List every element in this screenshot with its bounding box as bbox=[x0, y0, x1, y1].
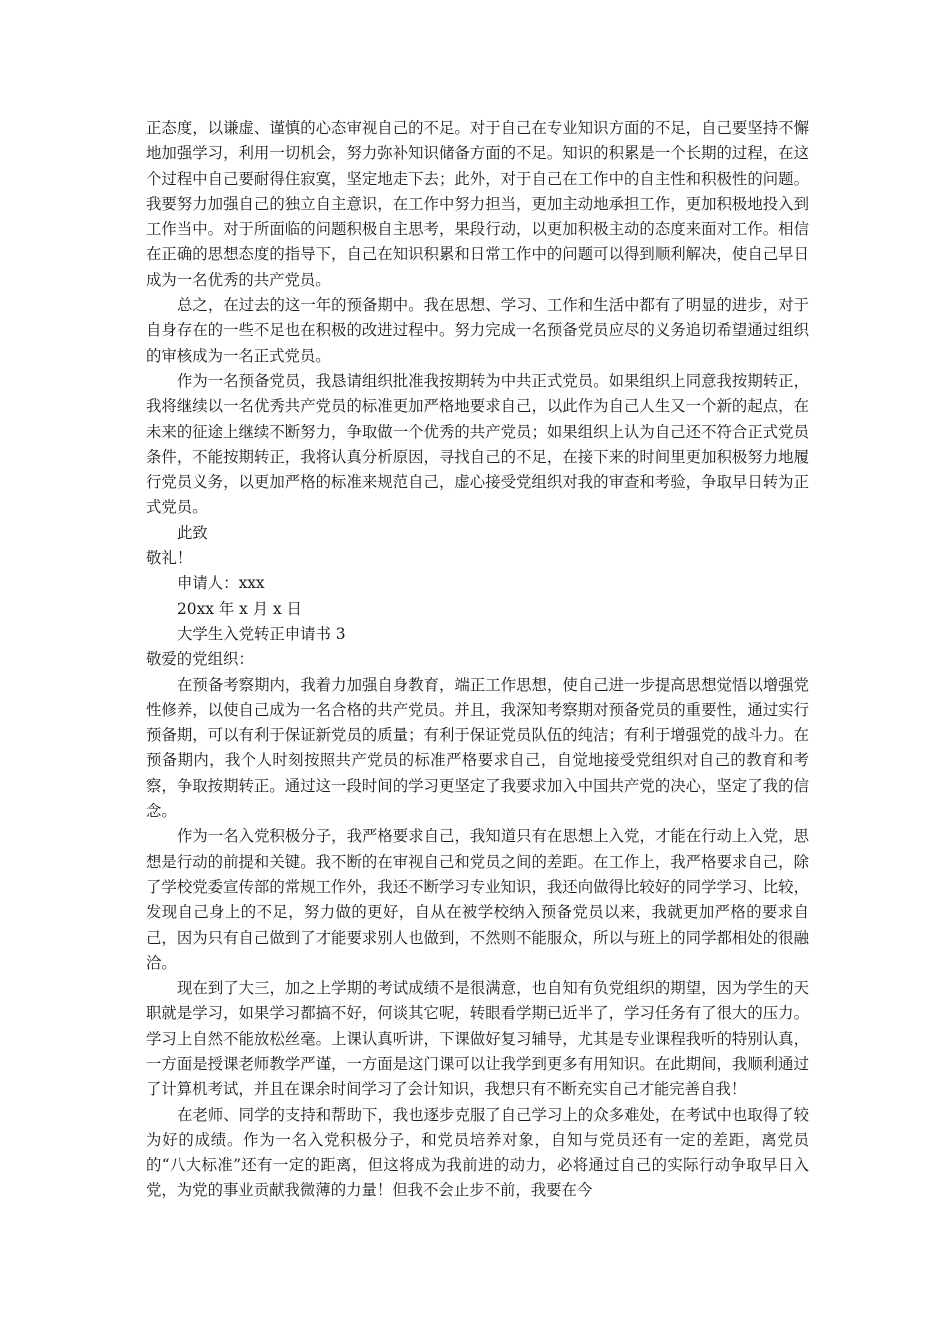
text-line: 此致 bbox=[177, 523, 208, 542]
paragraph: 作为一名入党积极分子，我严格要求自己，我知道只有在思想上入党，才能在行动上入党，思想是行动的前提和关键。我不断的在审视自己和党员之间的差距。在工作上，我严格要求自己，除了学校党委宣传部的常规工作外，我还不断学习专业知识，我还向做得比较好的同学学习、比较，发现自己身上的不足，努力做的更好，自从在被学校纳入预备党员以来，我就更加严格的要求自己，因为只有自己做到了才能要求别人也做到，不然则不能服众，所以与班上的同学都相处的很融洽。 bbox=[146, 827, 809, 972]
paragraph: 作为一名预备党员，我恳请组织批准我按期转为中共正式党员。如果组织上同意我按期转正，我将继续以一名优秀共产党员的标准更加严格地要求自己，以此作为自己人生又一个新的起点，在未来的征途上继续不断努力，争取做一个优秀的共产党员；如果组织上认为自己还不符合正式党员条件，不能按期转正，我将认真分析原因，寻找自己的不足，在接下来的时间里更加积极努力地履行党员义务，以更加严格的标准来规范自己，虚心接受党组织对我的审查和考验，争取早日转为正式党员。 bbox=[146, 371, 809, 517]
text-line: 申请人：xxx bbox=[177, 574, 265, 593]
paragraph: 在老师、同学的支持和帮助下，我也逐步克服了自己学习上的众多难处，在考试中也取得了较为好的成绩。作为一名入党积极分子，和党员培养对象，自知与党员还有一定的差距，离党员的“八大标准”还有一定的距离，但这将成为我前进的动力，必将通过自己的实际行动争取早日入党，为党的事业贡献我微薄的力量！但我不会止步不前，我要在今 bbox=[146, 1105, 809, 1200]
text-line: 20xx 年 x 月 x 日 bbox=[177, 599, 302, 618]
paragraph: 在预备考察期内，我着力加强自身教育，端正工作思想，使自己进一步提高思想觉悟以增强党性修养，以使自己成为一名合格的共产党员。并且，我深知考察期对预备党员的重要性，通过实行预备期，可以有利于保证新党员的质量；有利于保证党员队伍的纯洁；有利于增强党的战斗力。在预备期内，我个人时刻按照共产党员的标准严格要求自己，自觉地接受党组织对自己的教育和考察，争取按期转正。通过这一段时间的学习更坚定了我要求加入中国共产党的决心，坚定了我的信念。 bbox=[146, 675, 809, 821]
paragraph: 正态度，以谦虚、谨慎的心态审视自己的不足。对于自己在专业知识方面的不足，自己要坚持不懈地加强学习，利用一切机会，努力弥补知识储备方面的不足。知识的积累是一个长期的过程，在这个过程中自己要耐得住寂寞，坚定地走下去；此外，对于自己在工作中的自主性和积极性的问题。我要努力加强自己的独立自主意识，在工作中努力担当，更加主动地承担工作，更加积极地投入到工作当中。对于所面临的问题积极自主思考，果段行动，以更加积极主动的态度来面对工作。相信在正确的思想态度的指导下，自己在知识积累和日常工作中的问题可以得到顺利解决，使自己早日成为一名优秀的共产党员。 bbox=[146, 119, 809, 289]
paragraph: 现在到了大三，加之上学期的考试成绩不是很满意，也自知有负党组织的期望，因为学生的天职就是学习，如果学习都搞不好，何谈其它呢，转眼看学期已近半了，学习任务有了很大的压力。学习上自然不能放松丝毫。上课认真听讲，下课做好复习辅导，尤其是专业课程我听的特别认真，一方面是授课老师教学严谨，一方面是这门课可以让我学到更多有用知识。在此期间，我顺利通过了计算机考试，并且在课余时间学习了会计知识，我想只有不断充实自己才能完善自我！ bbox=[146, 979, 809, 1099]
text-line: 敬爱的党组织： bbox=[146, 650, 254, 669]
text-line: 大学生入党转正申请书 3 bbox=[177, 624, 346, 643]
document-body bbox=[146, 116, 809, 1204]
paragraph: 总之，在过去的这一年的预备期中。我在思想、学习、工作和生活中都有了明显的进步，对于自身存在的一些不足也在积极的改进过程中。努力完成一名预备党员应尽的义务追切希望通过组织的审核成为一名正式党员。 bbox=[146, 296, 809, 365]
text-line: 敬礼！ bbox=[146, 549, 193, 568]
